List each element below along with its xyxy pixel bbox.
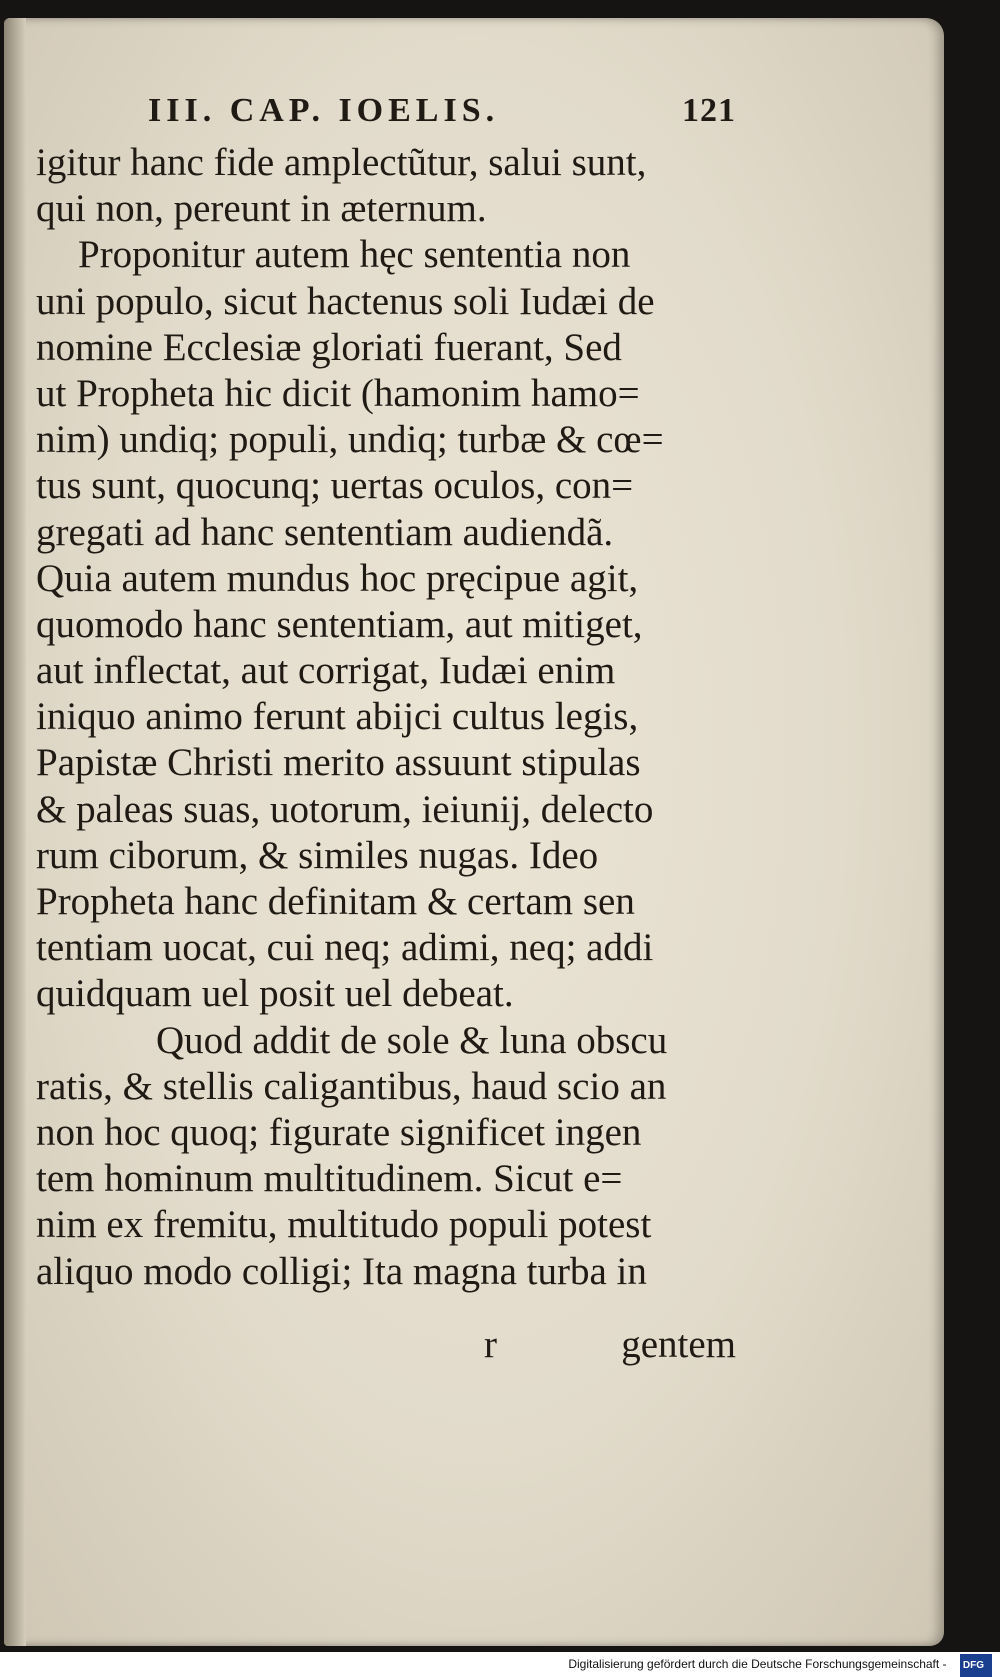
text-line: Quod addit de sole & luna obscu [156, 1018, 668, 1062]
footer-credit: Digitalisierung gefördert durch die Deutsche Forschungsgemeinschaft - [568, 1657, 947, 1671]
page-foot [36, 1322, 736, 1368]
running-title: III. CAP. IOELIS. [148, 92, 500, 129]
text-line: igitur hanc fide amplectũtur, salui sunt, [36, 141, 647, 184]
running-header [36, 92, 736, 140]
page-text [36, 92, 736, 1295]
digitization-footer [0, 1654, 1000, 1675]
text-line: iniquo animo ferunt abijci cultus legis, [36, 695, 639, 739]
folio-number: 121 [682, 92, 736, 129]
catchword: gentem [621, 1323, 736, 1366]
text-line: tem hominum multitudinem. Sicut e= [36, 1157, 623, 1201]
text-line: non hoc quoq; figurate significet ingen [36, 1110, 642, 1154]
text-line: Propheta hanc definitam & certam sen [36, 880, 635, 923]
text-line: tentiam uocat, cui neq; adimi, neq; addi [36, 926, 654, 970]
dfg-logo: DFG [960, 1654, 992, 1677]
page-gutter [4, 18, 26, 1646]
text-line: aut inflectat, aut corrigat, Iudæi enim [36, 649, 616, 693]
text-line: qui non, pereunt in æternum. [36, 187, 487, 231]
text-line: nim) undiq; populi, undiq; turbæ & cœ= [36, 418, 664, 462]
text-line: aliquo modo colligi; Ita magna turba in [36, 1249, 647, 1293]
text-line: ratis, & stellis caligantibus, haud scio an [36, 1064, 667, 1108]
text-line: quomodo hanc sententiam, aut mitiget, [36, 602, 643, 646]
text-line: & paleas suas, uotorum, ieiunij, delecto [36, 787, 654, 831]
text-line: ut Propheta hic dicit (hamonim hamo= [36, 371, 640, 415]
text-line: gregati ad hanc sententiam audiendã. [36, 510, 614, 554]
text-line: tus sunt, quocunq; uertas oculos, con= [36, 464, 634, 508]
text-line: quidquam uel posit uel debeat. [36, 972, 514, 1016]
signature-mark: r [484, 1323, 497, 1366]
text-lines [36, 140, 736, 1295]
text-line: rum ciborum, & similes nugas. Ideo [36, 833, 599, 877]
text-line: Quia autem mundus hoc pręcipue agit, [36, 556, 639, 600]
text-line: Proponitur autem hęc sententia non [78, 233, 631, 277]
text-line: Papistæ Christi merito assuunt stipulas [36, 741, 641, 785]
text-line: nomine Ecclesiæ gloriati fuerant, Sed [36, 325, 622, 369]
text-line: nim ex fremitu, multitudo populi potest [36, 1203, 652, 1247]
text-line: uni populo, sicut hactenus soli Iudæi de [36, 279, 655, 323]
